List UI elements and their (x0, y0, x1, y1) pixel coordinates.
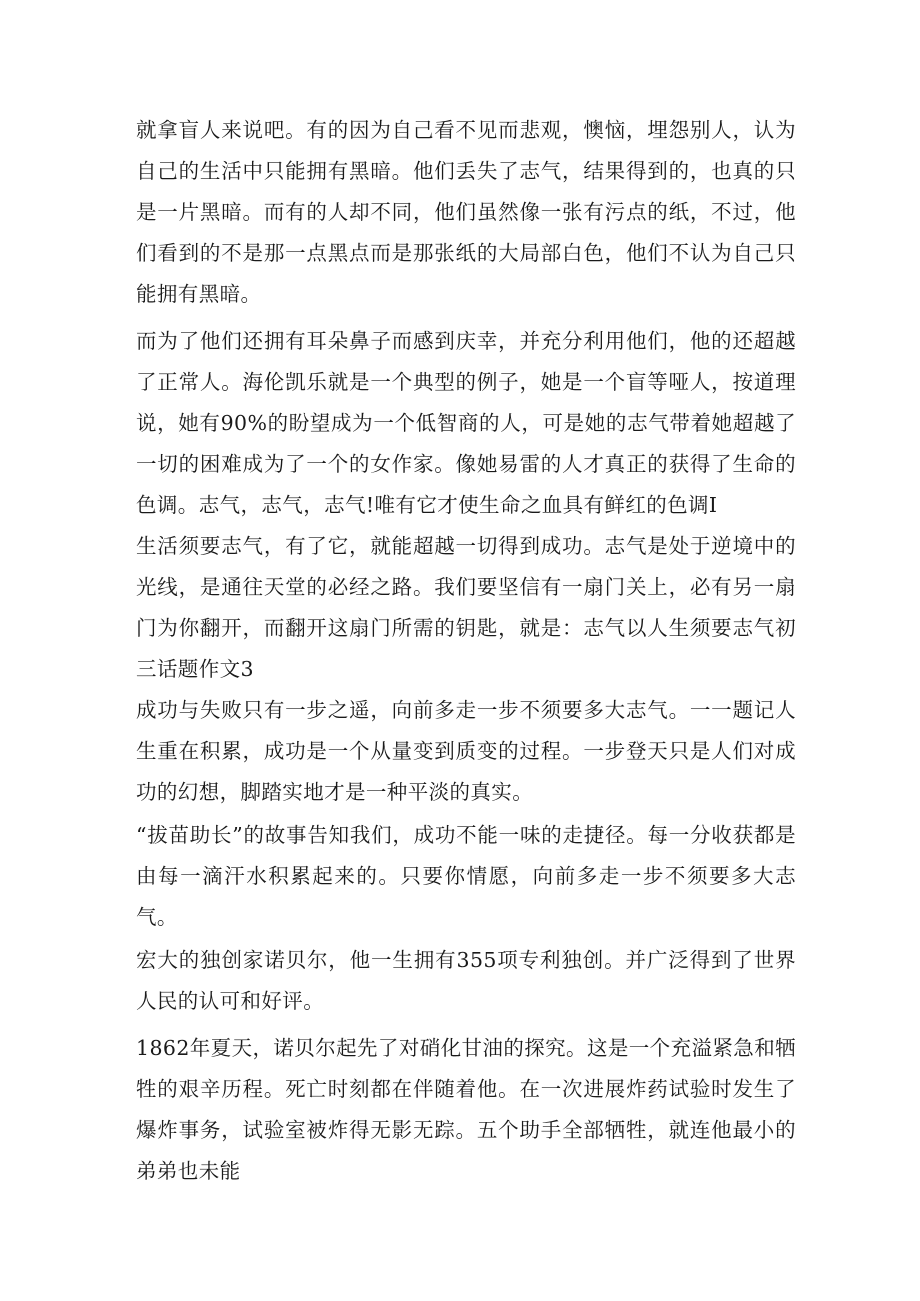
paragraph-blind-people: 就拿盲人来说吧。有的因为自己看不见而悲观，懊恼，埋怨别人，认为自己的生活中只能拥有黑暗。他们丢失了志气，结果得到的，也真的只是一片黑暗。而有的人却不同，他们虽然像一张有污点的纸，不过，他们看到的不是那一点黑点而是那张纸的大局部白色，他们不认为自己只能拥有黑暗。 (136, 118, 796, 306)
paragraph-success-and-failure: 成功与失败只有一步之遥，向前多走一步不须要多大志气。一一题记人生重在积累，成功是一个从量变到质变的过程。一步登天只是人们对成功的幻想，脚踏实地才是一种平淡的真实。 (136, 698, 796, 804)
paragraph-nobel: 宏大的独创家诺贝尔，他一生拥有355项专利独创。并广泛得到了世界人民的认可和好评。 (136, 948, 796, 1013)
paragraph-helen-keller: 而为了他们还拥有耳朵鼻子而感到庆幸，并充分利用他们，他的还超越了正常人。海伦凯乐就是一个典型的例子，她是一个盲等哑人，按道理说，她有90%的盼望成为一个低智商的人，可是她的志气带着她超越了一切的困难成为了一个的女作家。像她易雷的人才真正的获得了生命的色调。志气，志气，志气!唯有它才使生命之血具有鲜红的色调I (136, 329, 796, 517)
paragraph-life-needs-ambition: 生活须要志气，有了它，就能超越一切得到成功。志气是处于逆境中的光线，是通往天堂的必经之路。我们要坚信有一扇门关上，必有另一扇门为你翻开，而翻开这扇门所需的钥匙，就是：志气以人生须要志气初三话题作文3 (136, 534, 796, 681)
document-body (136, 110, 796, 1192)
paragraph-pulling-seedlings: “拔苗助长”的故事告知我们，成功不能一味的走捷径。每一分收获都是由每一滴汗水积累起来的。只要你情愿，向前多走一步不须要多大志气。 (136, 823, 796, 929)
paragraph-nitroglycerin: 1862年夏天，诺贝尔起先了对硝化甘油的探究。这是一个充溢紧急和牺牲的艰辛历程。死亡时刻都在伴随着他。在一次进展炸药试验时发生了爆炸事务，试验室被炸得无影无踪。五个助手全部牺牲，就连他最小的弟弟也未能 (136, 1036, 796, 1183)
